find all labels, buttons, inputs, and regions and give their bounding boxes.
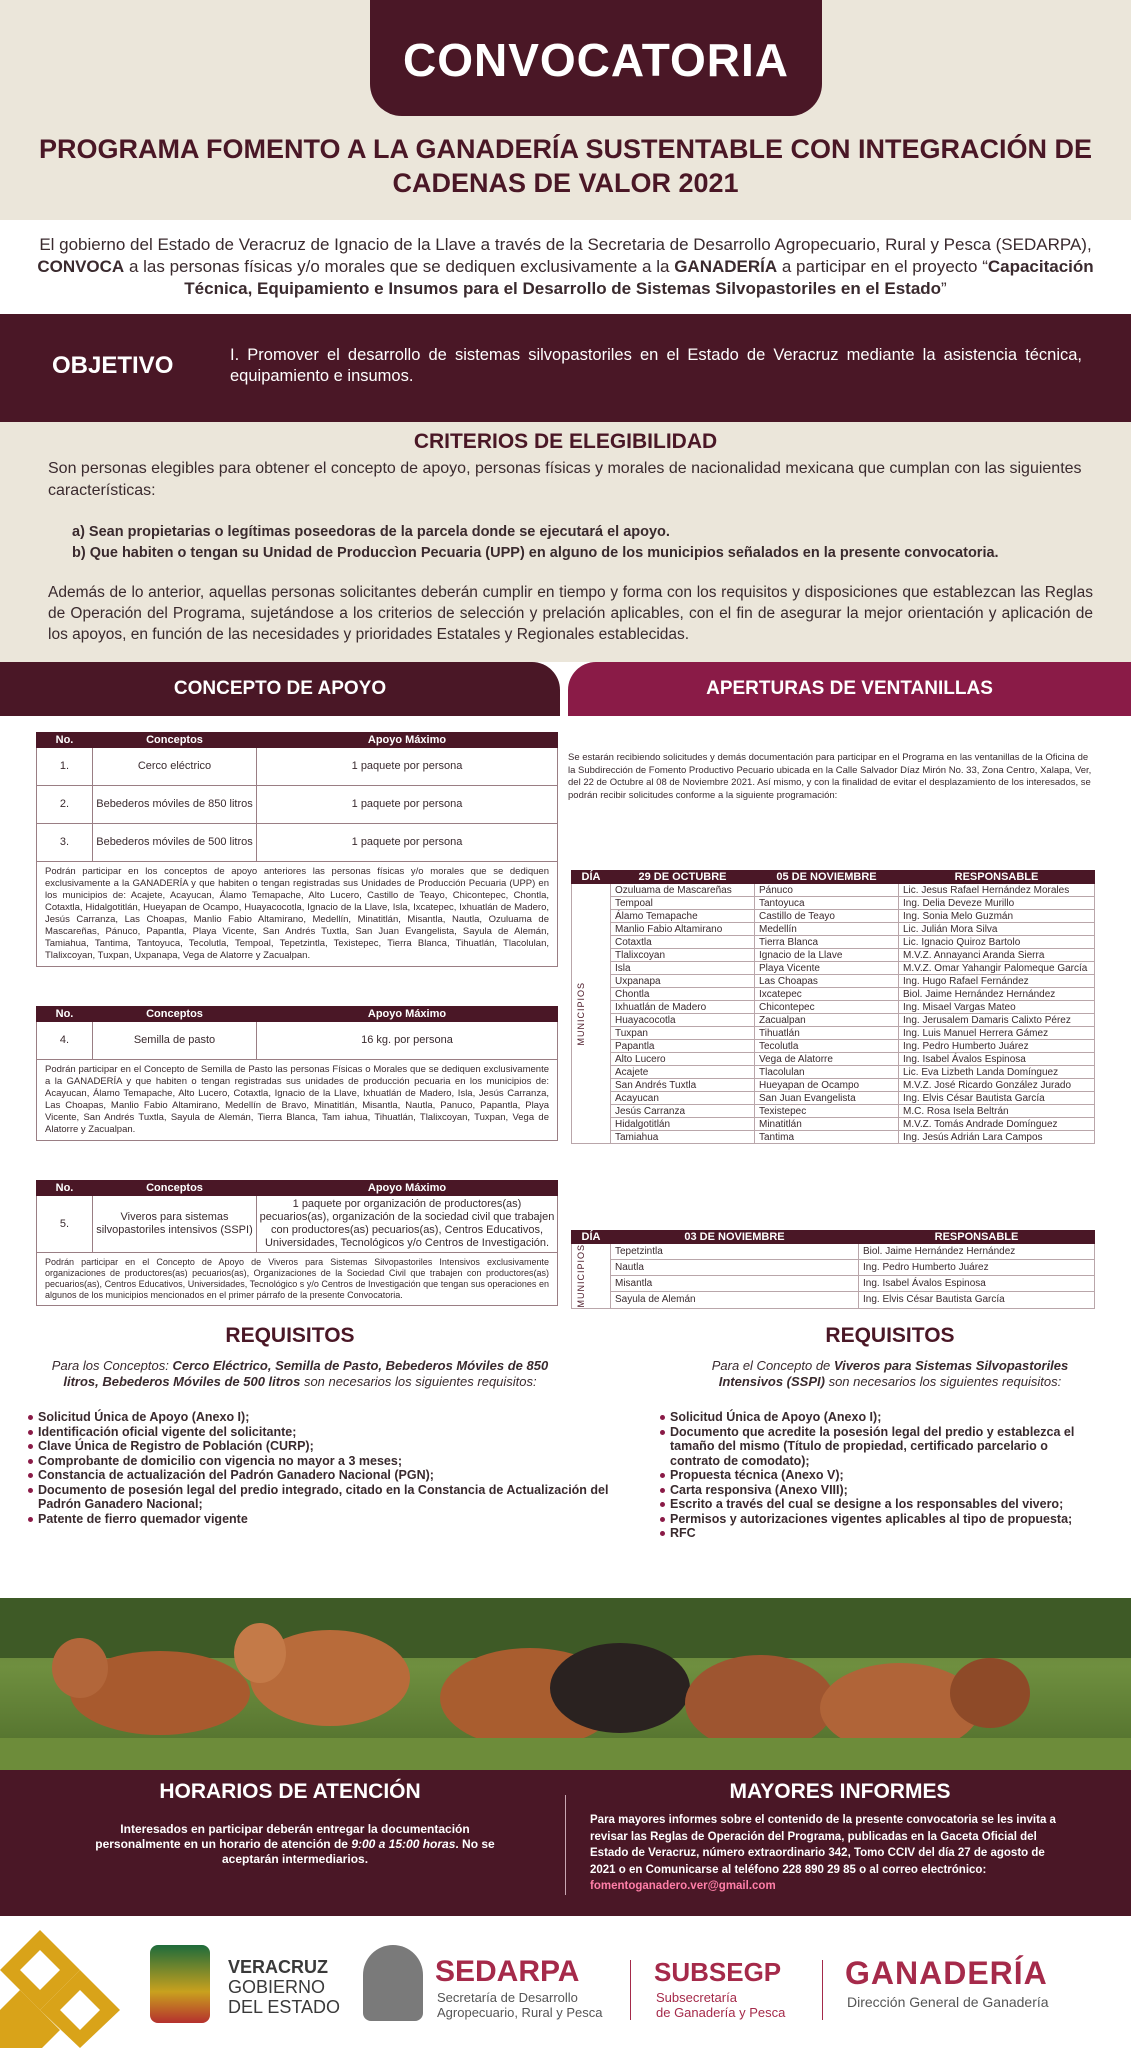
municipio-cell-2: Tepetzintla: [611, 1244, 859, 1260]
sedarpa-emblem-icon: [363, 1945, 423, 2021]
veracruz-shield-icon: [150, 1945, 210, 2023]
municipio-cell: Ing. Misael Vargas Mateo: [899, 1001, 1095, 1014]
concepto-cell: 1 paquete por persona: [257, 748, 558, 786]
municipio-cell-2: Sayula de Alemán: [611, 1292, 859, 1308]
program-title: PROGRAMA FOMENTO A LA GANADERÍA SUSTENTABLE CON INTEGRACIÓN DE CADENAS DE VALOR 2021: [39, 134, 1092, 198]
subsegp-sub: Subsecretaría de Ganadería y Pesca: [656, 1990, 786, 2020]
criterios-list: [72, 522, 1092, 564]
municipios-side-text-2: MUNICIPIOS: [576, 1244, 586, 1308]
municipio-row: [572, 1040, 1095, 1053]
requisito-item: Comprobante de domicilio con vigencia no mayor a 3 meses;: [28, 1454, 638, 1469]
municipio-cell: Acayucan: [611, 1092, 755, 1105]
requisito-item: Clave Única de Registro de Población (CURP);: [28, 1439, 638, 1454]
ventanillas-text: Se estarán recibiendo solicitudes y demás documentación para participar en el Programa en las ventanillas de la Oficina de la Subdirección de Fomento Productivo Pecuario ubicada en la Calle Salvador Díaz Mirón No. 33, Zona Centro, Xalapa, Ver, del 22 de Octubre al 08 de Noviembre 2021. Así mismo, y con la finalidad de evitar el desplazamiento de los interesados, se podrán recibir solicitudes conforme a la siguiente programación:: [568, 752, 1092, 801]
municipio-cell: Cotaxtla: [611, 936, 755, 949]
subsegp-logo: SUBSEGP: [654, 1957, 782, 1987]
horarios-title: HORARIOS DE ATENCIÓN: [159, 1780, 421, 1803]
concepto-row: [37, 748, 558, 786]
concepto-cell: Bebederos móviles de 500 litros: [93, 824, 257, 862]
ganaderia-logo: GANADERÍA: [845, 1955, 1048, 1991]
requisito-item: Constancia de actualización del Padrón Ganadero Nacional (PGN);: [28, 1468, 638, 1483]
concepto-cell: Bebederos móviles de 850 litros: [93, 786, 257, 824]
municipio-row: [572, 1105, 1095, 1118]
municipio-cell: Ing. Luis Manuel Herrera Gámez: [899, 1027, 1095, 1040]
municipio-cell: Tuxpan: [611, 1027, 755, 1040]
concepto-table-2: No. Conceptos Apoyo Máximo 4. Semilla de pasto 16 kg. por persona Podrán participar en el Concepto de Semilla de Pasto las personas Físicas o Morales que se dediquen exclusivamente a la GANADERÍA y que habiten o tengan registradas sus unidades de producción pecuaria en los municipios de: Acayucan, Álamo Temapache, Alto Lucero, Cotaxtla, Ignacio de la Llave, Ixhuatlán de Madero, Isla, Jesús Carranza, Las Choapas, Manlio Fabio Altamirano, Medellín de Bravo, Minatitlán, Misantla, Nautla, Panuco, Papantla, Playa Vicente, San Andrés Tuxtla, Sayula de Alemán, Tierra Blanca, Tam iahua, Tihuatlán, Tlalixcoyan, Tuxpan, Vega de Alatorre y Zacualpan.: [36, 1006, 558, 1141]
veracruz-logo-text: VERACRUZ GOBIERNO DEL ESTADO: [228, 1957, 341, 2017]
municipio-cell: Papantla: [611, 1040, 755, 1053]
concepto-note-2: Podrán participar en el Concepto de Semilla de Pasto las personas Físicas o Morales que se dediquen exclusivamente a la GANADERÍA y que habiten o tengan registradas sus unidades de producción pecuaria en los municipios de: Acayucan, Álamo Temapache, Alto Lucero, Cotaxtla, Ignacio de la Llave, Ixhuatlán de Madero, Isla, Jesús Carranza, Las Choapas, Manlio Fabio Altamirano, Medellín de Bravo, Minatitlán, Misantla, Nautla, Panuco, Papantla, Playa Vicente, San Andrés Tuxtla, Sayula de Alemán, Tierra Blanca, Tam iahua, Tihuatlán, Tlalixcoyan, Tuxpan, Vega de Alatorre y Zacualpan.: [36, 1060, 558, 1141]
concepto-table-1: No. Conceptos Apoyo Máximo 1. Cerco eléctrico 1 paquete por persona 2. Bebederos móviles de 850 litros 1 paquete por persona 3. Bebederos móviles de 500 litros 1 paquete por persona Podrán participar en los conceptos de apoyo anteriores las personas físicas y/o morales que se dediquen exclusivamente a la GANADERÍA y que habiten o tengan registradas sus Unidades de Producción Pecuaria (UPP) en los municipios de: Acajete, Acayucan, Álamo Temapache, Alto Lucero, Castillo de Teayo, Chicontepec, Chontla, Cotaxtla, Hidalgotitlán, Hueyapan de Ocampo, Huayacocotla, Ignacio de la Llave, Isla, Ixcatepec, Ixhuatlán de Madero, Jesús Carranza, Las Choapas, Manlio Fabio Altamirano, Medellín, Minatitlán, Misantla, Nautla, Ozuluama de Mascareñas, Pánuco, Papantla, Playa Vicente, San Andrés Tuxtla, San Juan Evangelista, Sayula de Alemán, Tamiahua, Tantima, Tantoyuca, Tecolutla, Tempoal, Tepetzintla, Texistepec, Tierra Blanca, Tihuatlán, Tlacolulan, Tlalixcoyan, Tuxpan, Uxpanapa, Vega de Alatorre y Zacualpan.: [36, 732, 558, 967]
municipio-row: [572, 962, 1095, 975]
requisito-item: Documento de posesión legal del predio integrado, citado en la Constancia de Actualización del Padrón Ganadero Nacional;: [28, 1483, 638, 1512]
municipio-row: [572, 1066, 1095, 1079]
municipio-cell: Biol. Jaime Hernández Hernández: [899, 988, 1095, 1001]
municipio-row: [572, 1131, 1095, 1144]
municipio-cell: Ing. Jesús Adrián Lara Campos: [899, 1131, 1095, 1144]
municipio-cell: Tierra Blanca: [755, 936, 899, 949]
municipio-cell: Pánuco: [755, 884, 899, 897]
municipio-cell: Lic. Ignacio Quiroz Bartolo: [899, 936, 1095, 949]
requisito-item: Permisos y autorizaciones vigentes aplicables al tipo de propuesta;: [660, 1512, 1100, 1527]
sedarpa-sub: Secretaría de Desarrollo Agropecuario, Rural y Pesca: [437, 1990, 603, 2020]
municipio-cell: Ing. Hugo Rafael Fernández: [899, 975, 1095, 988]
municipio-row: [572, 1079, 1095, 1092]
requisito-item: Solicitud Única de Apoyo (Anexo I);: [28, 1410, 638, 1425]
municipio-cell: Alto Lucero: [611, 1053, 755, 1066]
requisitos-sub-right: Para el Concepto de Viveros para Sistemas Silvopastoriles Intensivos (SSPI) son necesarios los siguientes requisitos:: [711, 1358, 1069, 1389]
municipio-cell: Ing. Jerusalem Damaris Calixto Pérez: [899, 1014, 1095, 1027]
municipio-cell-2: Ing. Pedro Humberto Juárez: [859, 1260, 1095, 1276]
requisito-item: Identificación oficial vigente del solicitante;: [28, 1425, 638, 1440]
municipio-cell: Zacualpan: [755, 1014, 899, 1027]
municipio-cell: M.V.Z. Annayanci Aranda Sierra: [899, 949, 1095, 962]
municipios-side-label: [572, 884, 611, 1144]
municipio-cell-2: Nautla: [611, 1260, 859, 1276]
municipio-row: [572, 1001, 1095, 1014]
requisito-item: Patente de fierro quemador vigente: [28, 1512, 638, 1527]
municipio-cell-2: Misantla: [611, 1276, 859, 1292]
concepto-cell: 1 paquete por persona: [257, 786, 558, 824]
requisitos-list-right: [660, 1410, 1100, 1541]
municipio-cell: Medellín: [755, 923, 899, 936]
municipio-row: [572, 1027, 1095, 1040]
municipio-cell-2: Ing. Elvis César Bautista García: [859, 1292, 1095, 1308]
concepto-cell: Semilla de pasto: [93, 1022, 257, 1060]
municipio-cell: San Andrés Tuxtla: [611, 1079, 755, 1092]
municipio-cell: Ing. Delia Deveze Murillo: [899, 897, 1095, 910]
requisito-item: Escrito a través del cual se designe a los responsables del vivero;: [660, 1497, 1100, 1512]
municipios-side-label-2: [572, 1244, 611, 1309]
municipio-cell: Lic. Julián Mora Silva: [899, 923, 1095, 936]
municipio-cell: M.V.Z. José Ricardo González Jurado: [899, 1079, 1095, 1092]
municipio-cell: Ozuluama de Mascareñas: [611, 884, 755, 897]
criterio-b: b) Que habiten o tengan su Unidad de Produccìon Pecuaria (UPP) en alguno de los municipios señalados en la presente convocatoria.: [72, 545, 999, 561]
municipio-cell: Tlacolulan: [755, 1066, 899, 1079]
ganaderia-sub: Dirección General de Ganadería: [847, 1994, 1049, 2010]
municipio-row: [572, 1014, 1095, 1027]
requisito-item: Propuesta técnica (Anexo V);: [660, 1468, 1100, 1483]
concepto-cell: 16 kg. por persona: [257, 1022, 558, 1060]
convocatoria-tab: CONVOCATORIA: [370, 0, 822, 116]
requisito-item: Carta responsiva (Anexo VIII);: [660, 1483, 1100, 1498]
municipio-cell: Texistepec: [755, 1105, 899, 1118]
municipio-cell: Castillo de Teayo: [755, 910, 899, 923]
municipio-cell: Ing. Isabel Ávalos Espinosa: [899, 1053, 1095, 1066]
municipios-table: DÍA 29 DE OCTUBRE 05 DE NOVIEMBRE RESPONSABLE MUNICIPIOS Ozuluama de Mascareñas Pánuco Lic. Jesus Rafael Hernández Morales Tempoal Tantoyuca Ing. Delia Deveze Murillo Álamo Temapache Castillo de Teayo Ing. Sonia Melo Guzmán Manlio Fabio Altamirano Medellín Lic. Julián Mora Silva Cotaxtla Tierra Blanca Lic. Ignacio Quiroz Bartolo Tlalixcoyan Ignacio de la Llave M.V.Z. Annayanci Aranda Sierra Isla Playa Vicente M.V.Z. Omar Yahangir Palomeque García Uxpanapa Las Choapas Ing. Hugo Rafael Fernández Chontla Ixcatepec Biol. Jaime Hernández Hernández Ixhuatlán de Madero Chicontepec Ing. Misael Vargas Mateo Huayacocotla Zacualpan Ing. Jerusalem Damaris Calixto Pérez Tuxpan Tihuatlán Ing. Luis Manuel Herrera Gámez Papantla Tecolutla Ing. Pedro Humberto Juárez Alto Lucero Vega de Alatorre Ing. Isabel Ávalos Espinosa Acajete Tlacolulan Lic. Eva Lizbeth Landa Domínguez San Andrés Tuxtla Hueyapan de Ocampo M.V.Z. José Ricardo González Jurado Acayucan San Juan Evangelista Ing. Elvis César Bautista García Jesús Carranza Texistepec M.C. Rosa Isela Beltrán Hidalgotitlán Minatitlán M.V.Z. Tomás Andrade Domínguez Tamiahua Tantima Ing. Jesús Adrián Lara Campos: [571, 870, 1095, 1144]
criterios-extra: Además de lo anterior, aquellas personas solicitantes deberán cumplir en tiempo y forma con los requisitos y disposiciones que establezcan las Reglas de Operación del Programa, sujetándose a los criterios de selección y prelación aplicables, con el fin de asegurar la mejor orientación y aplicación de los apoyos, en función de las necesidades y prioridades Estatales y Regionales establecidas.: [48, 584, 1093, 643]
municipio-row: [572, 949, 1095, 962]
requisito-item: RFC: [660, 1526, 1100, 1541]
objetivo-label: OBJETIVO: [52, 352, 174, 379]
concepto-cell: 1 paquete por persona: [257, 824, 558, 862]
sedarpa-logo: SEDARPA: [435, 1955, 580, 1988]
municipio-cell: Tihuatlán: [755, 1027, 899, 1040]
concepto-header: CONCEPTO DE APOYO: [0, 662, 560, 716]
concepto-row: [37, 824, 558, 862]
concepto-note-3: Podrán participar en el Concepto de Apoyo de Viveros para Sistemas Silvopastoriles Intensivos exclusivamente organizaciones de productores(as) pecuarios(as), Organizaciones de la Sociedad Civil que trabajen con productores(as) pecuarios(as), Centros Educativos, Universidades, Tecnológico s y/o Centros de Investigación que tengan sus operaciones en algunos de los municipios mencionados en el primer párrafo de la presente Convocatoria.: [36, 1253, 558, 1306]
municipio-cell-2: Ing. Isabel Ávalos Espinosa: [859, 1276, 1095, 1292]
municipio-cell: Tempoal: [611, 897, 755, 910]
municipio-cell: Tamiahua: [611, 1131, 755, 1144]
municipio-cell: Lic. Jesus Rafael Hernández Morales: [899, 884, 1095, 897]
municipio-cell: Ixcatepec: [755, 988, 899, 1001]
municipio-row-2: [572, 1292, 1095, 1308]
concepto-table-3: No. Conceptos Apoyo Máximo 5. Viveros para sistemas silvopastoriles intensivos (SSPI) 1 paquete por organización de productores(as) pecuarios(as), organización de la sociedad civil que trabajen con productores(as) pecuarios(as), Centros Educativos, Universidades, Tecnológicos y/o Centros de Investigación. Podrán participar en el Concepto de Apoyo de Viveros para Sistemas Silvopastoriles Intensivos exclusivamente organizaciones de productores(as) pecuarios(as), Organizaciones de la Sociedad Civil que trabajen con productores(as) pecuarios(as), Centros Educativos, Universidades, Tecnológico s y/o Centros de Investigación que tengan sus operaciones en algunos de los municipios mencionados en el primer párrafo de la presente Convocatoria.: [36, 1180, 558, 1306]
concepto-row: [37, 1196, 558, 1253]
municipio-cell: Tecolutla: [755, 1040, 899, 1053]
ventanillas-header: APERTURAS DE VENTANILLAS: [568, 662, 1131, 716]
cattle-photo: [0, 1598, 1131, 1770]
municipio-cell: M.V.Z. Omar Yahangir Palomeque García: [899, 962, 1095, 975]
municipio-cell: Tantima: [755, 1131, 899, 1144]
municipio-row: [572, 884, 1095, 897]
municipio-cell: Tlalixcoyan: [611, 949, 755, 962]
municipio-cell: Lic. Eva Lizbeth Landa Domínguez: [899, 1066, 1095, 1079]
informes-text: Para mayores informes sobre el contenido de la presente convocatoria se les invita a revisar las Reglas de Operación del Programa, publicadas en la Gaceta Oficial del Estado de Veracruz, número extraordinario 342, Tomo CCIV del día 27 de agosto de 2021 o en Comunicarse al teléfono 228 890 29 85 o al correo electrónico: fomentoganadero.ver@gmail.com: [590, 1814, 1056, 1892]
municipio-cell: Acajete: [611, 1066, 755, 1079]
municipio-row: [572, 988, 1095, 1001]
horarios-text: Interesados en participar deberán entregar la documentación personalmente en un horario de atención de 9:00 a 15:00 horas. No se aceptarán intermediarios.: [95, 1822, 495, 1866]
concepto-cell: 2.: [37, 786, 93, 824]
ornament-icon: [0, 1930, 120, 2048]
municipio-cell: Ing. Sonia Melo Guzmán: [899, 910, 1095, 923]
municipio-cell-2: Biol. Jaime Hernández Hernández: [859, 1244, 1095, 1260]
email-link[interactable]: fomentoganadero.ver@gmail.com: [590, 1880, 776, 1892]
municipio-cell: Ignacio de la Llave: [755, 949, 899, 962]
municipio-cell: M.C. Rosa Isela Beltrán: [899, 1105, 1095, 1118]
requisitos-title-left: REQUISITOS: [225, 1324, 355, 1347]
municipios-side-text: MUNICIPIOS: [576, 981, 586, 1046]
requisitos-title-right: REQUISITOS: [825, 1324, 955, 1347]
municipio-cell: Isla: [611, 962, 755, 975]
municipio-cell: Ixhuatlán de Madero: [611, 1001, 755, 1014]
municipio-row-2: [572, 1276, 1095, 1292]
concepto-row: [37, 786, 558, 824]
municipio-row-2: [572, 1244, 1095, 1260]
municipio-cell: Chontla: [611, 988, 755, 1001]
requisito-item: Documento que acredite la posesión legal del predio y establezca el tamaño del mismo (Título de propiedad, certificado parcelario o contrato de comodato);: [660, 1425, 1100, 1469]
informes-title: MAYORES INFORMES: [729, 1780, 951, 1803]
municipio-cell: Minatitlán: [755, 1118, 899, 1131]
concepto-row: [37, 1022, 558, 1060]
concepto-cell: Viveros para sistemas silvopastoriles intensivos (SSPI): [93, 1196, 257, 1253]
municipio-row: [572, 975, 1095, 988]
concepto-cell: 1 paquete por organización de productores(as) pecuarios(as), organización de la sociedad civil que trabajen con productores(as) pecuarios(as), Centros Educativos, Universidades, Tecnológicos y/o Centros de Investigación.: [257, 1196, 558, 1253]
municipio-cell: Manlio Fabio Altamirano: [611, 923, 755, 936]
concepto-cell: 3.: [37, 824, 93, 862]
municipio-row: [572, 910, 1095, 923]
objetivo-text: I. Promover el desarrollo de sistemas silvopastoriles en el Estado de Veracruz mediante la asistencia técnica, equipamiento e insumos.: [230, 346, 1082, 385]
concepto-cell: 5.: [37, 1196, 93, 1253]
municipio-cell: Vega de Alatorre: [755, 1053, 899, 1066]
footer-divider-1: [630, 1960, 631, 2020]
criterio-a: a) Sean propietarias o legítimas poseedoras de la parcela donde se ejecutará el apoyo.: [72, 524, 670, 540]
municipio-row: [572, 1053, 1095, 1066]
municipio-cell: Playa Vicente: [755, 962, 899, 975]
municipio-row: [572, 936, 1095, 949]
requisitos-sub-left: Para los Conceptos: Cerco Eléctrico, Semilla de Pasto, Bebederos Móviles de 850 litros, Bebederos Móviles de 500 litros son necesarios los siguientes requisitos:: [51, 1358, 549, 1389]
municipio-row: [572, 1118, 1095, 1131]
municipio-cell: Huayacocotla: [611, 1014, 755, 1027]
requisitos-list-left: [28, 1410, 638, 1526]
municipio-cell: Jesús Carranza: [611, 1105, 755, 1118]
municipio-row: [572, 897, 1095, 910]
municipio-cell: San Juan Evangelista: [755, 1092, 899, 1105]
municipio-cell: Ing. Pedro Humberto Juárez: [899, 1040, 1095, 1053]
intro-paragraph: El gobierno del Estado de Veracruz de Ignacio de la Llave a través de la Secretaria de Desarrollo Agropecuario, Rural y Pesca (SEDARPA), CONVOCA a las personas físicas y/o morales que se dediquen exclusivamente a la GANADERÍA a participar en el proyecto “Capacitación Técnica, Equipamiento e Insumos para el Desarrollo de Sistemas Silvopastoriles en el Estado”: [37, 235, 1094, 298]
criterios-title: CRITERIOS DE ELEGIBILIDAD: [413, 430, 718, 453]
municipio-cell: Hidalgotitlán: [611, 1118, 755, 1131]
municipio-cell: Tantoyuca: [755, 897, 899, 910]
municipios-table-2: DÍA 03 DE NOVIEMBRE RESPONSABLE MUNICIPIOS Tepetzintla Biol. Jaime Hernández Hernández Nautla Ing. Pedro Humberto Juárez Misantla Ing. Isabel Ávalos Espinosa Sayula de Alemán Ing. Elvis César Bautista García: [571, 1230, 1095, 1309]
criterios-intro: Son personas elegibles para obtener el concepto de apoyo, personas físicas y morales de nacionalidad mexicana que cumplan con las siguientes características:: [48, 460, 1082, 499]
municipio-cell: M.V.Z. Tomás Andrade Domínguez: [899, 1118, 1095, 1131]
concepto-note-1: Podrán participar en los conceptos de apoyo anteriores las personas físicas y/o morales que se dediquen exclusivamente a la GANADERÍA y que habiten o tengan registradas sus Unidades de Producción Pecuaria (UPP) en los municipios de: Acajete, Acayucan, Álamo Temapache, Alto Lucero, Castillo de Teayo, Chicontepec, Chontla, Cotaxtla, Hidalgotitlán, Hueyapan de Ocampo, Huayacocotla, Ignacio de la Llave, Isla, Ixcatepec, Ixhuatlán de Madero, Jesús Carranza, Las Choapas, Manlio Fabio Altamirano, Medellín, Minatitlán, Misantla, Nautla, Ozuluama de Mascareñas, Pánuco, Papantla, Playa Vicente, San Andrés Tuxtla, San Juan Evangelista, Sayula de Alemán, Tamiahua, Tantima, Tantoyuca, Tecolutla, Tempoal, Tepetzintla, Texistepec, Tierra Blanca, Tihuatlán, Tlacolulan, Tlalixcoyan, Tuxpan, Uxpanapa, Vega de Alatorre y Zacualpan.: [36, 862, 558, 967]
municipio-row-2: [572, 1260, 1095, 1276]
band-divider: [565, 1795, 566, 1895]
concepto-cell: 4.: [37, 1022, 93, 1060]
concepto-cell: 1.: [37, 748, 93, 786]
cattle-illustration: [0, 1598, 1131, 1770]
municipio-row: [572, 923, 1095, 936]
municipio-cell: Hueyapan de Ocampo: [755, 1079, 899, 1092]
footer-divider-2: [822, 1960, 823, 2020]
municipio-cell: Las Choapas: [755, 975, 899, 988]
municipio-cell: Chicontepec: [755, 1001, 899, 1014]
municipio-cell: Ing. Elvis César Bautista García: [899, 1092, 1095, 1105]
municipio-cell: Álamo Temapache: [611, 910, 755, 923]
concepto-cell: Cerco eléctrico: [93, 748, 257, 786]
municipio-row: [572, 1092, 1095, 1105]
municipio-cell: Uxpanapa: [611, 975, 755, 988]
requisito-item: Solicitud Única de Apoyo (Anexo I);: [660, 1410, 1100, 1425]
